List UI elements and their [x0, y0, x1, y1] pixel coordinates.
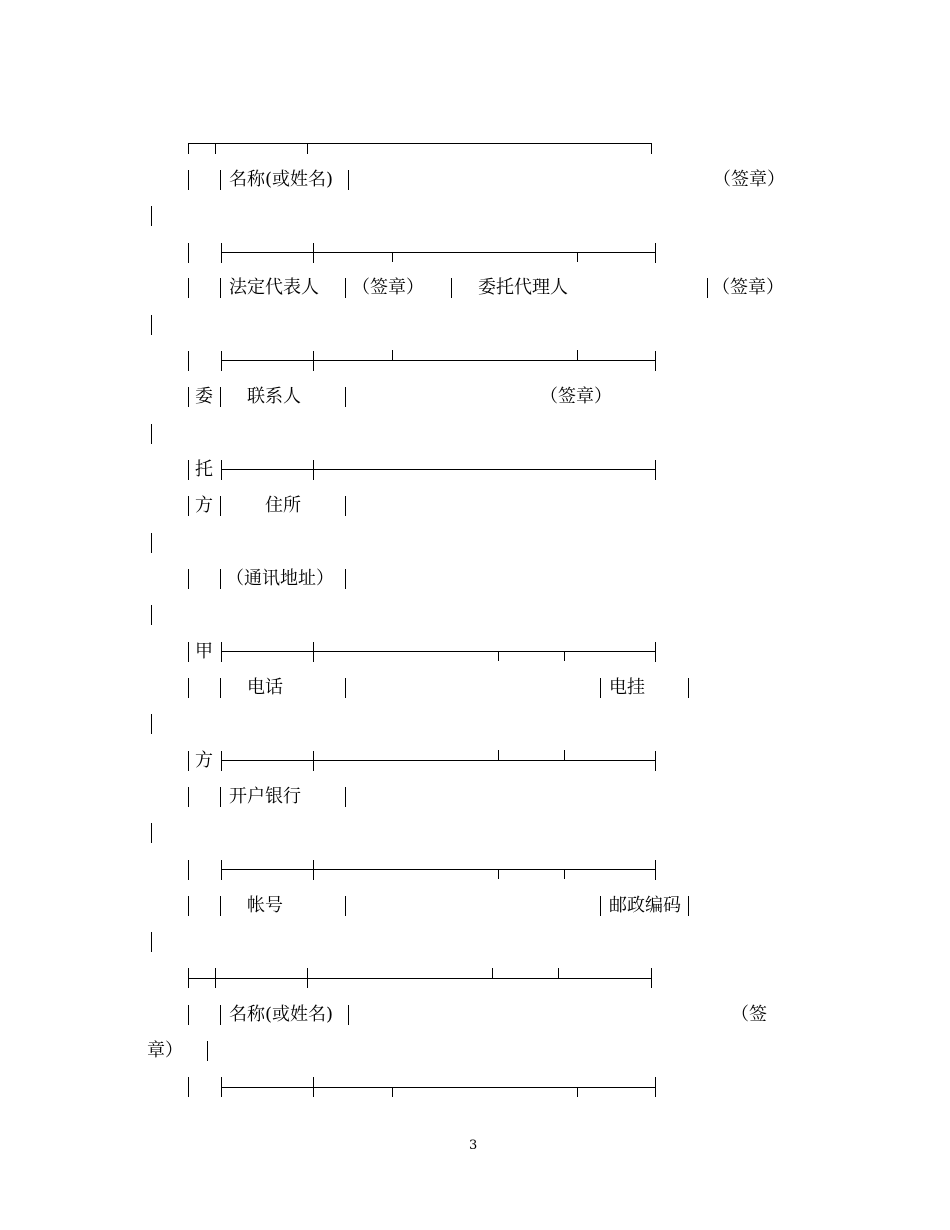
table-row-border [221, 252, 655, 253]
table-divider [313, 751, 314, 771]
table-divider [498, 651, 499, 661]
account-label: 帐号 [247, 895, 283, 916]
table-divider [498, 750, 499, 760]
side-label-char: 方 [195, 495, 213, 516]
table-divider [188, 678, 189, 698]
table-divider [345, 678, 346, 698]
table-divider [151, 533, 152, 553]
table-divider [564, 869, 565, 879]
table-divider [221, 860, 222, 880]
table-divider [207, 1041, 208, 1061]
table-divider [220, 678, 221, 698]
table-divider [220, 1005, 221, 1025]
table-divider [221, 243, 222, 263]
side-label-char: 方 [195, 750, 213, 771]
table-divider [564, 750, 565, 760]
side-label-char: 甲 [195, 641, 213, 662]
table-divider [188, 278, 189, 298]
table-divider [220, 896, 221, 916]
table-divider [348, 1005, 349, 1025]
table-divider [313, 351, 314, 371]
table-divider [188, 143, 189, 154]
table-divider [392, 252, 393, 262]
table-divider [188, 1005, 189, 1025]
table-divider [188, 860, 189, 880]
table-divider [220, 569, 221, 589]
table-row-border [221, 651, 655, 652]
table-divider [221, 460, 222, 480]
table-divider [655, 1077, 656, 1097]
table-divider [188, 243, 189, 263]
table-divider [151, 206, 152, 226]
party-b-seal-label-part2: 章） [147, 1040, 183, 1061]
table-top-border [188, 143, 651, 144]
table-row-border [221, 760, 655, 761]
table-divider [188, 351, 189, 371]
table-divider [188, 642, 189, 662]
table-divider [345, 787, 346, 807]
agent-label: 委托代理人 [478, 277, 568, 298]
page-number: 3 [469, 1138, 478, 1153]
legal-rep-seal-label: （签章） [352, 277, 424, 298]
table-divider [498, 869, 499, 879]
table-divider [151, 823, 152, 843]
contact-label: 联系人 [247, 386, 301, 407]
table-divider [221, 642, 222, 662]
table-divider [451, 278, 452, 298]
table-divider [492, 968, 493, 978]
table-divider [221, 751, 222, 771]
table-divider [220, 387, 221, 407]
table-divider [188, 460, 189, 480]
table-divider [655, 642, 656, 662]
contact-seal-label: （签章） [540, 386, 612, 407]
side-label-char: 托 [195, 459, 213, 480]
party-a-seal-label: （签章） [713, 169, 785, 190]
table-divider [313, 642, 314, 662]
table-divider [313, 1077, 314, 1097]
table-divider [188, 496, 189, 516]
table-divider [345, 569, 346, 589]
mailing-address-label: （通讯地址） [226, 568, 334, 589]
table-divider [215, 968, 216, 988]
table-divider [577, 1087, 578, 1097]
table-divider [151, 605, 152, 625]
table-divider [345, 278, 346, 298]
table-divider [220, 278, 221, 298]
table-divider [577, 350, 578, 360]
table-divider [188, 751, 189, 771]
table-divider [151, 424, 152, 444]
table-divider [151, 932, 152, 952]
address-label: 住所 [265, 495, 301, 516]
table-divider [151, 315, 152, 335]
table-row-border [221, 1087, 655, 1088]
table-divider [558, 968, 559, 978]
postcode-label: 邮政编码 [609, 895, 681, 916]
table-divider [392, 1087, 393, 1097]
table-divider [188, 787, 189, 807]
table-divider [655, 351, 656, 371]
table-divider [188, 387, 189, 407]
table-divider [688, 896, 689, 916]
table-divider [600, 896, 601, 916]
table-divider [188, 569, 189, 589]
table-divider [188, 896, 189, 916]
table-divider [221, 1077, 222, 1097]
table-row-border [221, 869, 655, 870]
party-a-name-label: 名称(或姓名) [229, 169, 334, 190]
table-divider [655, 243, 656, 263]
table-divider [151, 714, 152, 734]
table-divider [651, 143, 652, 154]
table-divider [688, 678, 689, 698]
table-divider [600, 678, 601, 698]
table-divider [345, 896, 346, 916]
table-divider [215, 143, 216, 154]
table-row-border [221, 360, 655, 361]
table-divider [345, 387, 346, 407]
table-divider [313, 860, 314, 880]
table-divider [348, 170, 349, 190]
table-divider [188, 1077, 189, 1097]
party-b-seal-label-part1: （签 [731, 1004, 767, 1025]
table-divider [220, 787, 221, 807]
table-row-border [221, 469, 655, 470]
table-divider [220, 496, 221, 516]
table-divider [188, 170, 189, 190]
bank-label: 开户银行 [229, 786, 301, 807]
table-divider [307, 143, 308, 154]
table-divider [655, 751, 656, 771]
table-divider [307, 968, 308, 988]
table-divider [313, 243, 314, 263]
table-divider [221, 351, 222, 371]
section-divider-border [188, 978, 651, 979]
table-divider [392, 350, 393, 360]
table-divider [651, 968, 652, 988]
table-divider [655, 460, 656, 480]
phone-label: 电话 [247, 677, 283, 698]
side-label-char: 委 [195, 386, 213, 407]
table-divider [707, 278, 708, 298]
table-divider [313, 460, 314, 480]
legal-rep-label: 法定代表人 [229, 277, 319, 298]
table-divider [655, 860, 656, 880]
agent-seal-label: （签章） [712, 277, 784, 298]
party-b-name-label: 名称(或姓名) [229, 1004, 334, 1025]
telex-label: 电挂 [609, 677, 645, 698]
table-divider [577, 252, 578, 262]
table-divider [345, 496, 346, 516]
table-divider [220, 170, 221, 190]
table-divider [564, 651, 565, 661]
